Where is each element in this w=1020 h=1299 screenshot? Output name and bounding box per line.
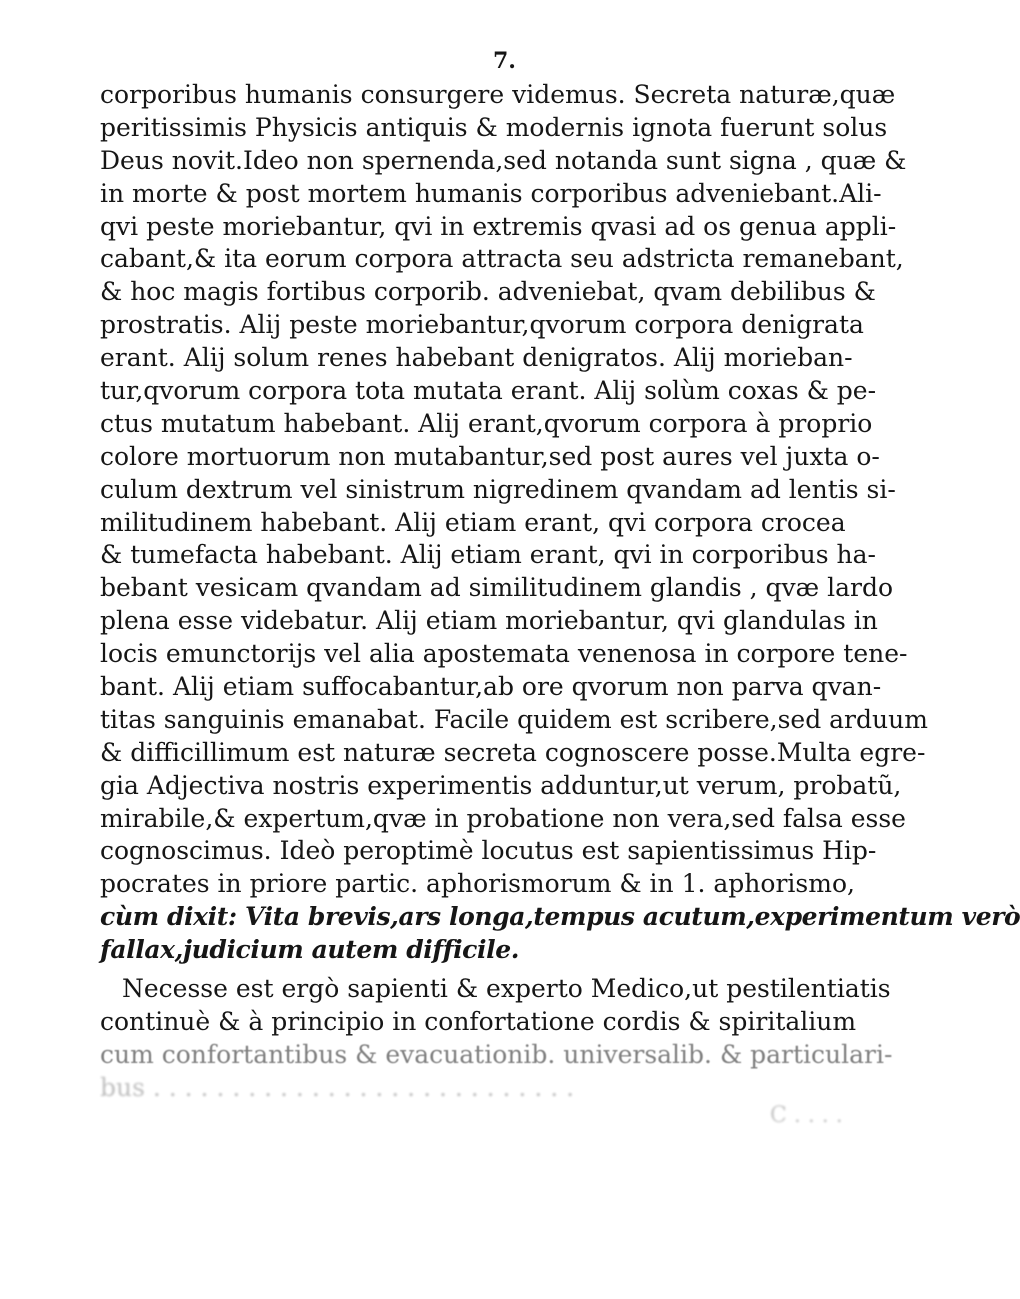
- text-line: pocrates in priore partic. aphorismorum & in 1. aphorismo,: [100, 869, 855, 899]
- quote-line: fallax,judicium autem difficile.: [100, 935, 519, 965]
- text-line: culum dextrum vel sinistrum nigredinem qvandam ad lentis si-: [100, 474, 896, 504]
- paragraph-1: [100, 79, 1020, 967]
- text-line: & tumefacta habebant. Alij etiam erant, qvi in corporibus ha-: [100, 540, 876, 570]
- text-line: plena esse videbatur. Alij etiam moriebantur, qvi glandulas in: [100, 606, 878, 636]
- text-block: [100, 79, 1020, 1105]
- text-line: erant. Alij solum renes habebant denigratos. Alij morieban-: [100, 343, 853, 373]
- text-line: locis emunctorijs vel alia apostemata venenosa in corpore tene-: [100, 639, 908, 669]
- quote-line: cùm dixit: Vita brevis,ars longa,tempus acutum,experimentum verò: [100, 902, 1020, 932]
- text-line: qvi peste moriebantur, qvi in extremis qvasi ad os genua appli-: [100, 211, 897, 241]
- text-line: ctus mutatum habebant. Alij erant,qvorum corpora à proprio: [100, 408, 873, 438]
- text-line: Necesse est ergò sapienti & experto Medico,ut pestilentiatis: [122, 974, 891, 1004]
- text-line: cognoscimus. Ideò peroptimè locutus est sapientissimus Hip-: [100, 836, 877, 866]
- faded-catchword: C . . . .: [770, 1103, 843, 1128]
- text-line: mirabile,& expertum,qvæ in probatione non vera,sed falsa esse: [100, 803, 906, 833]
- text-line: militudinem habebant. Alij etiam erant, qvi corpora crocea: [100, 507, 846, 537]
- text-line: in morte & post mortem humanis corporibus adveniebant.Ali-: [100, 178, 882, 208]
- text-line: colore mortuorum non mutabantur,sed post aures vel juxta o-: [100, 441, 880, 471]
- text-line: & hoc magis fortibus corporib. adveniebat, qvam debilibus &: [100, 277, 876, 307]
- paragraph-2: [100, 973, 893, 1105]
- text-line: bebant vesicam qvandam ad similitudinem glandis , qvæ lardo: [100, 573, 894, 603]
- text-line: tur,qvorum corpora tota mutata erant. Alij solùm coxas & pe-: [100, 376, 877, 406]
- text-line: peritissimis Physicis antiquis & modernis ignota fuerunt solus: [100, 112, 888, 142]
- text-line: Deus novit.Ideo non spernenda,sed notanda sunt signa , quæ &: [100, 145, 907, 175]
- text-line: titas sanguinis emanabat. Facile quidem est scribere,sed arduum: [100, 704, 928, 734]
- text-line: prostratis. Alij peste moriebantur,qvorum corpora denigrata: [100, 310, 864, 340]
- faded-text-line: bus . . . . . . . . . . . . . . . . . . . . . . . . . . .: [100, 1072, 575, 1102]
- page-number: 7.: [493, 48, 516, 74]
- text-line: corporibus humanis consurgere videmus. Secreta naturæ,quæ: [100, 80, 896, 109]
- text-line: cabant,& ita eorum corpora attracta seu adstricta remanebant,: [100, 244, 904, 274]
- text-line: bant. Alij etiam suffocabantur,ab ore qvorum non parva qvan-: [100, 672, 882, 702]
- text-line: continuè & à principio in confortatione cordis & spiritalium: [100, 1006, 857, 1036]
- text-line: gia Adjectiva nostris experimentis adduntur,ut verum, probatũ,: [100, 770, 902, 800]
- faded-text-line: cum confortantibus & evacuationib. universalib. & particulari-: [100, 1039, 893, 1069]
- text-line: & difficillimum est naturæ secreta cognoscere posse.Multa egre-: [100, 737, 926, 767]
